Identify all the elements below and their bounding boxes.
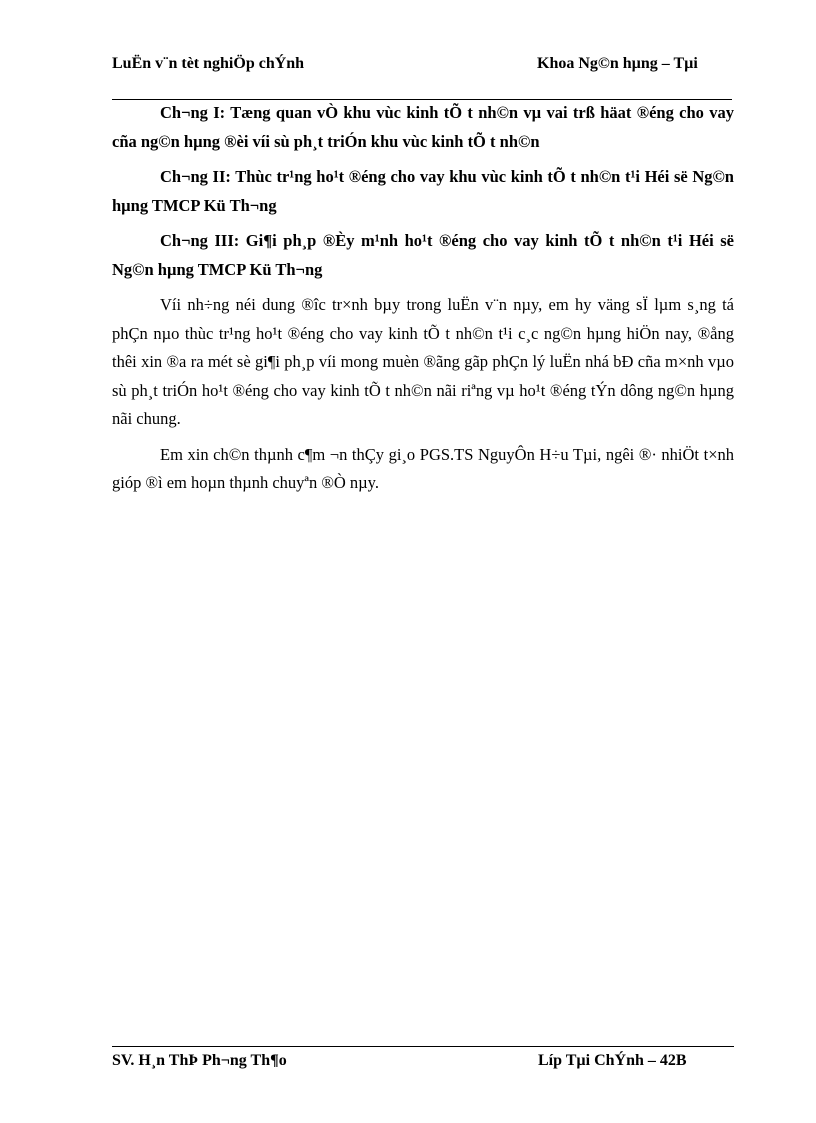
footer-divider — [112, 1046, 734, 1047]
acknowledgement-paragraph: Em xin ch©n thµnh c¶m ¬n thÇy gi¸o PGS.TS NguyÔn H÷u Tµi, ngêi ®· nhiÖt t×nh gióp ®ì em hoµn thµnh chuyªn ®Ò nµy. — [112, 444, 734, 492]
header-thesis-title: LuËn v¨n tèt nghiÖp chÝnh — [112, 55, 305, 72]
chapter-1-title: Ch¬ng I: Tæng quan vÒ khu vùc kinh tÕ t nh©n vµ vai trß häat ®éng cho vay cña ng©n hµng ®èi víi sù ph¸t triÓn khu vùc kinh tÕ t nh©n — [112, 103, 734, 151]
chapter-2-title: Ch¬ng II: Thùc tr¹ng ho¹t ®éng cho vay khu vùc kinh tÕ t nh©n t¹i Héi së Ng©n hµng TMCP Kü Th¬ng — [112, 167, 734, 215]
body-text — [112, 99, 734, 505]
header-faculty: Khoa Ng©n hµng – Tµi — [537, 55, 698, 72]
chapter-3-title: Ch¬ng III: Gi¶i ph¸p ®Èy m¹nh ho¹t ®éng cho vay kinh tÕ t nh©n t¹i Héi së Ng©n hµng TMCP Kü Th¬ng — [112, 231, 734, 279]
intro-paragraph: Víi nh÷ng néi dung ®îc tr×nh bµy trong luËn v¨n nµy, em hy väng sÏ lµm s¸ng tá phÇn nµo thùc tr¹ng ho¹t ®éng cho vay kinh tÕ t nh©n t¹i c¸c ng©n hµng hiÖn nay, ®ång thêi xin ®a ra mét sè gi¶i ph¸p víi mong muèn ®ãng gãp phÇn lý luËn nhá bÐ cña m×nh vµo sù ph¸t triÓn ho¹t ®éng cho vay kinh tÕ t nh©n nãi riªng vµ ho¹t ®éng tÝn dông ng©n hµng nãi chung. — [112, 295, 734, 428]
footer-class: Líp Tµi ChÝnh – 42B — [538, 1052, 687, 1069]
footer-student-name: SV. H¸n ThÞ Ph¬ng Th¶o — [112, 1052, 287, 1069]
